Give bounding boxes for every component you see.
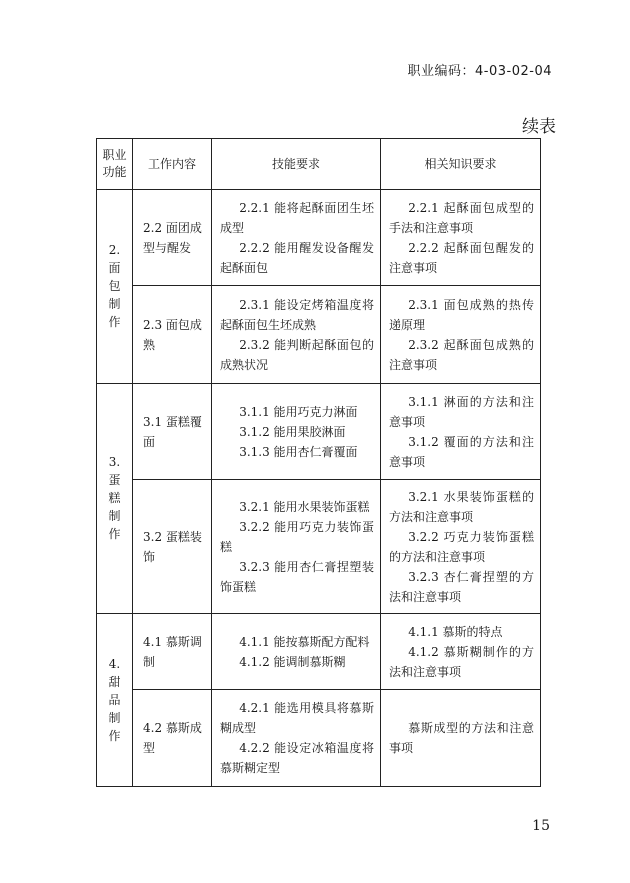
knowledge-cell: 2.2.1 起酥面包成型的手法和注意事项 2.2.2 起酥面包醒发的注意事项	[381, 190, 541, 286]
function-cell-2: 2. 面 包 制 作	[97, 190, 133, 384]
header-knowledge: 相关知识要求	[381, 139, 541, 190]
work-content: 3.1 蛋糕覆面	[133, 384, 212, 480]
work-content: 4.1 慕斯调制	[133, 614, 212, 690]
skills-cell: 3.2.1 能用水果装饰蛋糕 3.2.2 能用巧克力装饰蛋糕 3.2.3 能用杏仁膏捏塑装饰蛋糕	[212, 480, 381, 614]
work-content: 4.2 慕斯成型	[133, 690, 212, 787]
skills-cell: 2.3.1 能设定烤箱温度将起酥面包生坯成熟 2.3.2 能判断起酥面包的成熟状况	[212, 286, 381, 384]
header-skills: 技能要求	[212, 139, 381, 190]
skills-cell: 4.1.1 能按慕斯配方配料 4.1.2 能调制慕斯糊	[212, 614, 381, 690]
skills-cell: 2.2.1 能将起酥面团生坯成型 2.2.2 能用醒发设备醒发起酥面包	[212, 190, 381, 286]
table-row	[97, 190, 541, 286]
skills-cell: 4.2.1 能选用模具将慕斯糊成型 4.2.2 能设定冰箱温度将慕斯糊定型	[212, 690, 381, 787]
table-row	[97, 614, 541, 690]
table-row	[97, 480, 541, 614]
knowledge-cell: 4.1.1 慕斯的特点 4.1.2 慕斯糊制作的方法和注意事项	[381, 614, 541, 690]
skills-table	[96, 138, 541, 787]
continued-label: 续表	[522, 117, 556, 137]
knowledge-cell: 2.3.1 面包成熟的热传递原理 2.3.2 起酥面包成熟的注意事项	[381, 286, 541, 384]
page-number: 15	[532, 818, 550, 834]
table-row	[97, 286, 541, 384]
function-cell-3: 3. 蛋 糕 制 作	[97, 384, 133, 614]
work-content: 2.3 面包成熟	[133, 286, 212, 384]
function-cell-4: 4. 甜 品 制 作	[97, 614, 133, 787]
knowledge-cell: 慕斯成型的方法和注意事项	[381, 690, 541, 787]
header-content: 工作内容	[133, 139, 212, 190]
knowledge-cell: 3.2.1 水果装饰蛋糕的方法和注意事项 3.2.2 巧克力装饰蛋糕的方法和注意事项 3.2.3 杏仁膏捏塑的方法和注意事项	[381, 480, 541, 614]
work-content: 3.2 蛋糕装饰	[133, 480, 212, 614]
table-row	[97, 384, 541, 480]
work-content: 2.2 面团成型与醒发	[133, 190, 212, 286]
table-row	[97, 690, 541, 787]
header-function: 职业功能	[97, 139, 133, 190]
knowledge-cell: 3.1.1 淋面的方法和注意事项 3.1.2 覆面的方法和注意事项	[381, 384, 541, 480]
occupation-code: 职业编码：4-03-02-04	[407, 64, 552, 79]
skills-cell: 3.1.1 能用巧克力淋面 3.1.2 能用果胶淋面 3.1.3 能用杏仁膏覆面	[212, 384, 381, 480]
table-header-row	[97, 139, 541, 190]
